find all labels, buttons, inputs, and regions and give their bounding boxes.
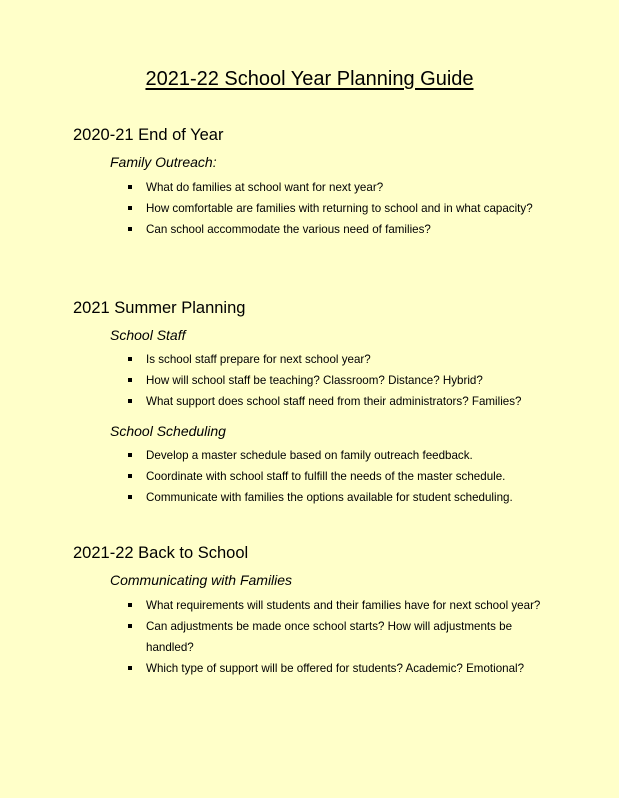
bullet-list — [128, 595, 548, 679]
section-summer-planning — [73, 298, 593, 508]
subsection-school-staff — [110, 326, 593, 412]
section-end-of-year — [73, 125, 593, 240]
list-item-text: Can adjustments be made once school starts? How will adjustments be handled? — [146, 620, 513, 654]
list-item — [128, 445, 548, 466]
list-item-text: Can school accommodate the various need of families? — [146, 223, 431, 236]
list-item — [128, 177, 548, 198]
list-item-text: Which type of support will be offered for students? Academic? Emotional? — [146, 662, 525, 675]
list-item-text: How comfortable are families with returning to school and in what capacity? — [146, 202, 533, 215]
bullet-icon — [128, 603, 132, 607]
subsection-school-scheduling — [110, 422, 593, 508]
section-heading: 2020-21 End of Year — [73, 126, 224, 144]
bullet-icon — [128, 227, 132, 231]
subsection-heading: School Staff — [110, 327, 186, 343]
bullet-icon — [128, 399, 132, 403]
section-heading: 2021-22 Back to School — [73, 544, 249, 562]
list-item — [128, 466, 548, 487]
list-item — [128, 487, 548, 508]
bullet-icon — [128, 666, 132, 670]
list-item-text: How will school staff be teaching? Classroom? Distance? Hybrid? — [146, 374, 483, 387]
list-item — [128, 198, 548, 219]
list-item-text: What requirements will students and their families have for next school year? — [146, 599, 541, 612]
list-item — [128, 391, 548, 412]
list-item-text: Communicate with families the options available for student scheduling. — [146, 491, 513, 504]
bullet-icon — [128, 378, 132, 382]
bullet-icon — [128, 206, 132, 210]
bullet-list — [128, 349, 548, 412]
bullet-icon — [128, 185, 132, 189]
list-item — [128, 658, 548, 679]
subsection-heading: Family Outreach: — [110, 154, 217, 170]
document-title: 2021-22 School Year Planning Guide — [145, 68, 474, 90]
section-back-to-school — [73, 543, 593, 679]
list-item-text: What do families at school want for next year? — [146, 181, 384, 194]
subsection-family-outreach — [110, 153, 593, 240]
bullet-list — [128, 445, 548, 508]
list-item-text: Coordinate with school staff to fulfill the needs of the master schedule. — [146, 470, 506, 483]
bullet-icon — [128, 357, 132, 361]
list-item-text: Is school staff prepare for next school year? — [146, 353, 371, 366]
subsection-communicating-with-families — [110, 571, 593, 679]
list-item — [128, 595, 548, 616]
bullet-icon — [128, 624, 132, 628]
list-item-text: What support does school staff need from their administrators? Families? — [146, 395, 522, 408]
subsection-heading: Communicating with Families — [110, 572, 293, 588]
bullet-list — [128, 177, 548, 240]
list-item-text: Develop a master schedule based on family outreach feedback. — [146, 449, 473, 462]
list-item — [128, 616, 548, 658]
bullet-icon — [128, 474, 132, 478]
subsection-heading: School Scheduling — [110, 423, 226, 439]
bullet-icon — [128, 453, 132, 457]
bullet-icon — [128, 495, 132, 499]
list-item — [128, 219, 548, 240]
list-item — [128, 349, 548, 370]
section-heading: 2021 Summer Planning — [73, 299, 246, 317]
list-item — [128, 370, 548, 391]
